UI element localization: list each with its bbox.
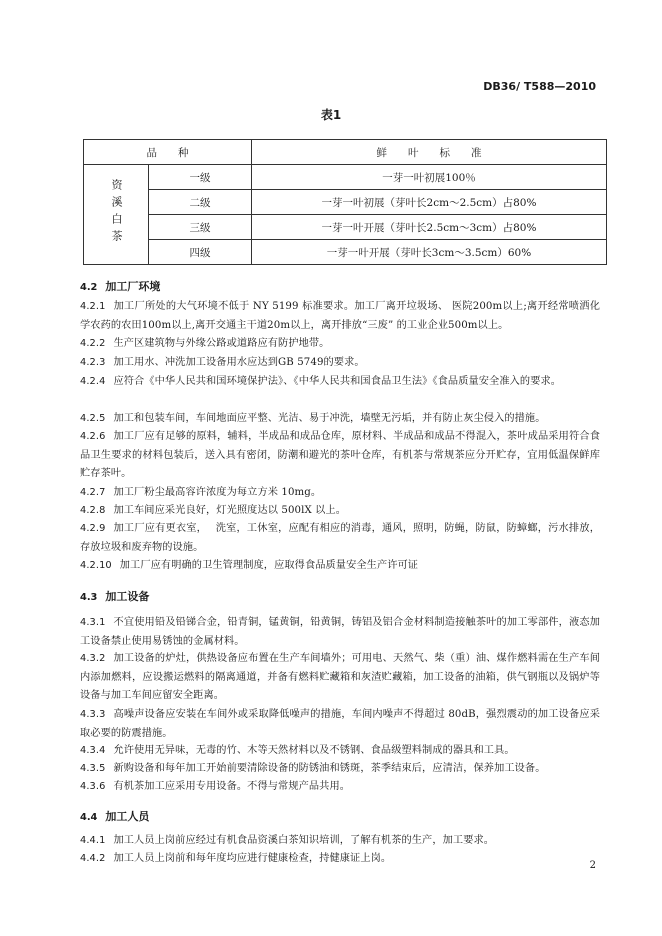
clause-text: 加工厂应有足够的原料，辅料，半成品和成品仓库，原材料、半成品和成品不得混入，茶叶成品采用符合食品卫生要求的材料包装后，送入具有密闭，防潮和避光的茶叶仓库，有机茶与常规茶应分开贮存，宜用低温保鲜库贮存茶叶。: [80, 431, 600, 479]
section-title: 加工厂环境: [105, 280, 161, 293]
clause-number: 4.2.1: [80, 301, 106, 312]
clause-4-2-5: [80, 410, 600, 429]
table-row: [84, 215, 607, 240]
clause-4-2-10: [80, 557, 600, 576]
clause-text: 加工厂应有明确的卫生管理制度，应取得食品质量安全生产许可证: [119, 560, 419, 571]
clause-text: 加工厂所处的大气环境不低于 NY 5199 标准要求。加工厂离开垃圾场、 医院200m以上;离开经常喷洒化学农药的农田100m以上,离开交通主干道20m以上，离开排放“三废” 的工业企业500m以上。: [80, 301, 600, 331]
table-row: [84, 240, 607, 265]
clause-4-3-3: [80, 706, 600, 743]
clause-text: 加工和包装车间，车间地面应平整、光洁、易于冲洗，墙壁无污垢，并有防止灰尘侵入的措施。: [113, 413, 546, 424]
clause-4-4-1: [80, 832, 600, 851]
grade-cell: 四级: [149, 240, 252, 265]
clause-number: 4.2.9: [80, 523, 106, 534]
section-number: 4.2: [80, 282, 98, 293]
clause-4-2-6: [80, 428, 600, 484]
clause-number: 4.2.8: [80, 505, 106, 516]
clause-text: 不宜使用铅及铅锑合金，铅青铜，锰黄铜，铅黄铜，铸铝及铝合金材料制造接触茶叶的加工零部件，液态加工设备禁止使用易锈蚀的金属材料。: [80, 617, 600, 647]
clause-number: 4.2.6: [80, 431, 106, 442]
clause-number: 4.3.1: [80, 617, 106, 628]
standard-cell: 一芽一叶初展100％: [252, 165, 607, 190]
clause-4-2-4: [80, 373, 600, 392]
clause-4-3-1: [80, 614, 600, 651]
clause-text: 加工人员上岗前应经过有机食品资溪白茶知识培训，了解有机茶的生产，加工要求。: [113, 835, 495, 846]
clause-number: 4.4.2: [80, 853, 106, 864]
clause-4-2-9: [80, 520, 600, 557]
grade-cell: 三级: [149, 215, 252, 240]
standard-cell: 一芽一叶开展（芽叶长3cm～3.5cm）60%: [252, 240, 607, 265]
table-row: [84, 165, 607, 190]
clause-4-2-2: [80, 335, 600, 354]
clause-4-3-2: [80, 650, 600, 706]
clause-number: 4.2.2: [80, 338, 106, 349]
clause-text: 应符合《中华人民共和国环境保护法》、《中华人民共和国食品卫生法》《食品质量安全准入的要求。: [113, 376, 562, 387]
clause-4-2-3: [80, 354, 600, 373]
clause-text: 高噪声设备应安装在车间外或采取降低噪声的措施，车间内噪声不得超过 80dB，强烈震动的加工设备应采取必要的防震措施。: [80, 709, 600, 739]
clause-text: 加工人员上岗前和每年度均应进行健康检查，持健康证上岗。: [113, 853, 392, 864]
clause-text: 加工用水、冲洗加工设备用水应达到GB 5749的要求。: [113, 357, 365, 368]
clause-number: 4.2.7: [80, 487, 106, 498]
clause-text: 有机茶加工应采用专用设备。不得与常规产品共用。: [113, 781, 351, 792]
clause-number: 4.2.3: [80, 357, 106, 368]
clause-text: 生产区建筑物与外缘公路或道路应有防护地带。: [113, 338, 330, 349]
standard-code: DB36/ T588—2010: [483, 80, 596, 93]
page-number: 2: [589, 860, 596, 871]
section-number: 4.3: [80, 592, 98, 603]
table-header-row: [84, 140, 607, 165]
clause-4-2-8: [80, 502, 600, 521]
section-title: 加工设备: [105, 590, 150, 603]
clause-number: 4.4.1: [80, 835, 106, 846]
section-heading-4-2: [80, 278, 160, 294]
grade-cell: 一级: [149, 165, 252, 190]
category-cell: [84, 165, 149, 265]
fresh-leaf-grade-table: [83, 139, 607, 265]
header-variety: 品 种: [84, 140, 252, 165]
clause-text: 新购设备和每年加工开始前要清除设备的防锈油和锈斑，茶季结束后，应清洁，保养加工设备。: [113, 763, 546, 774]
section-heading-4-4: [80, 808, 149, 824]
clause-4-4-2: [80, 850, 600, 869]
clause-text: 加工设备的炉灶，供热设备应布置在生产车间墙外；可用电、天然气、柴（重）油、煤作燃料需在生产车间内添加燃料，应设搬运燃料的隔离通道，并备有燃料贮藏箱和灰渣贮藏箱，加工设备的油箱，供气钢瓶以及锅炉等设备与加工车间应留安全距离。: [80, 653, 600, 701]
clause-4-3-5: [80, 760, 600, 779]
section-title: 加工人员: [105, 810, 150, 823]
standard-cell: 一芽一叶初展（芽叶长2cm～2.5cm）占80%: [252, 190, 607, 215]
section-number: 4.4: [80, 812, 98, 823]
clause-text: 加工厂应有更衣室， 洗室，工休室，应配有相应的消毒，通风，照明，防蝇，防鼠，防蟑螂，污水排放，存放垃圾和废弃物的设施。: [80, 523, 600, 553]
table-row: [84, 190, 607, 215]
clause-number: 4.2.10: [80, 560, 112, 571]
clause-number: 4.3.5: [80, 763, 106, 774]
clause-4-3-4: [80, 742, 600, 761]
standard-cell: 一芽一叶开展（芽叶长2.5cm～3cm）占80%: [252, 215, 607, 240]
category-label: 资溪白茶: [110, 179, 123, 247]
clause-number: 4.3.6: [80, 781, 106, 792]
section-heading-4-3: [80, 588, 149, 604]
clause-number: 4.2.5: [80, 413, 106, 424]
clause-text: 允许使用无异味，无毒的竹、木等天然材料以及不锈钢、食品级塑料制成的器具和工具。: [113, 745, 515, 756]
clause-number: 4.3.4: [80, 745, 106, 756]
clause-4-2-7: [80, 484, 600, 503]
table-title: 表1: [320, 108, 342, 122]
clause-number: 4.3.2: [80, 653, 106, 664]
header-standard: 鲜 叶 标 准: [252, 140, 607, 165]
grade-cell: 二级: [149, 190, 252, 215]
clause-number: 4.2.4: [80, 376, 106, 387]
clause-number: 4.3.3: [80, 709, 106, 720]
clause-4-3-6: [80, 778, 600, 797]
clause-4-2-1: [80, 298, 600, 335]
clause-text: 加工厂粉尘最高容许浓度为每立方米 10mg。: [113, 487, 322, 498]
clause-text: 加工车间应采光良好，灯光照度达以 500lX 以上。: [113, 505, 347, 516]
